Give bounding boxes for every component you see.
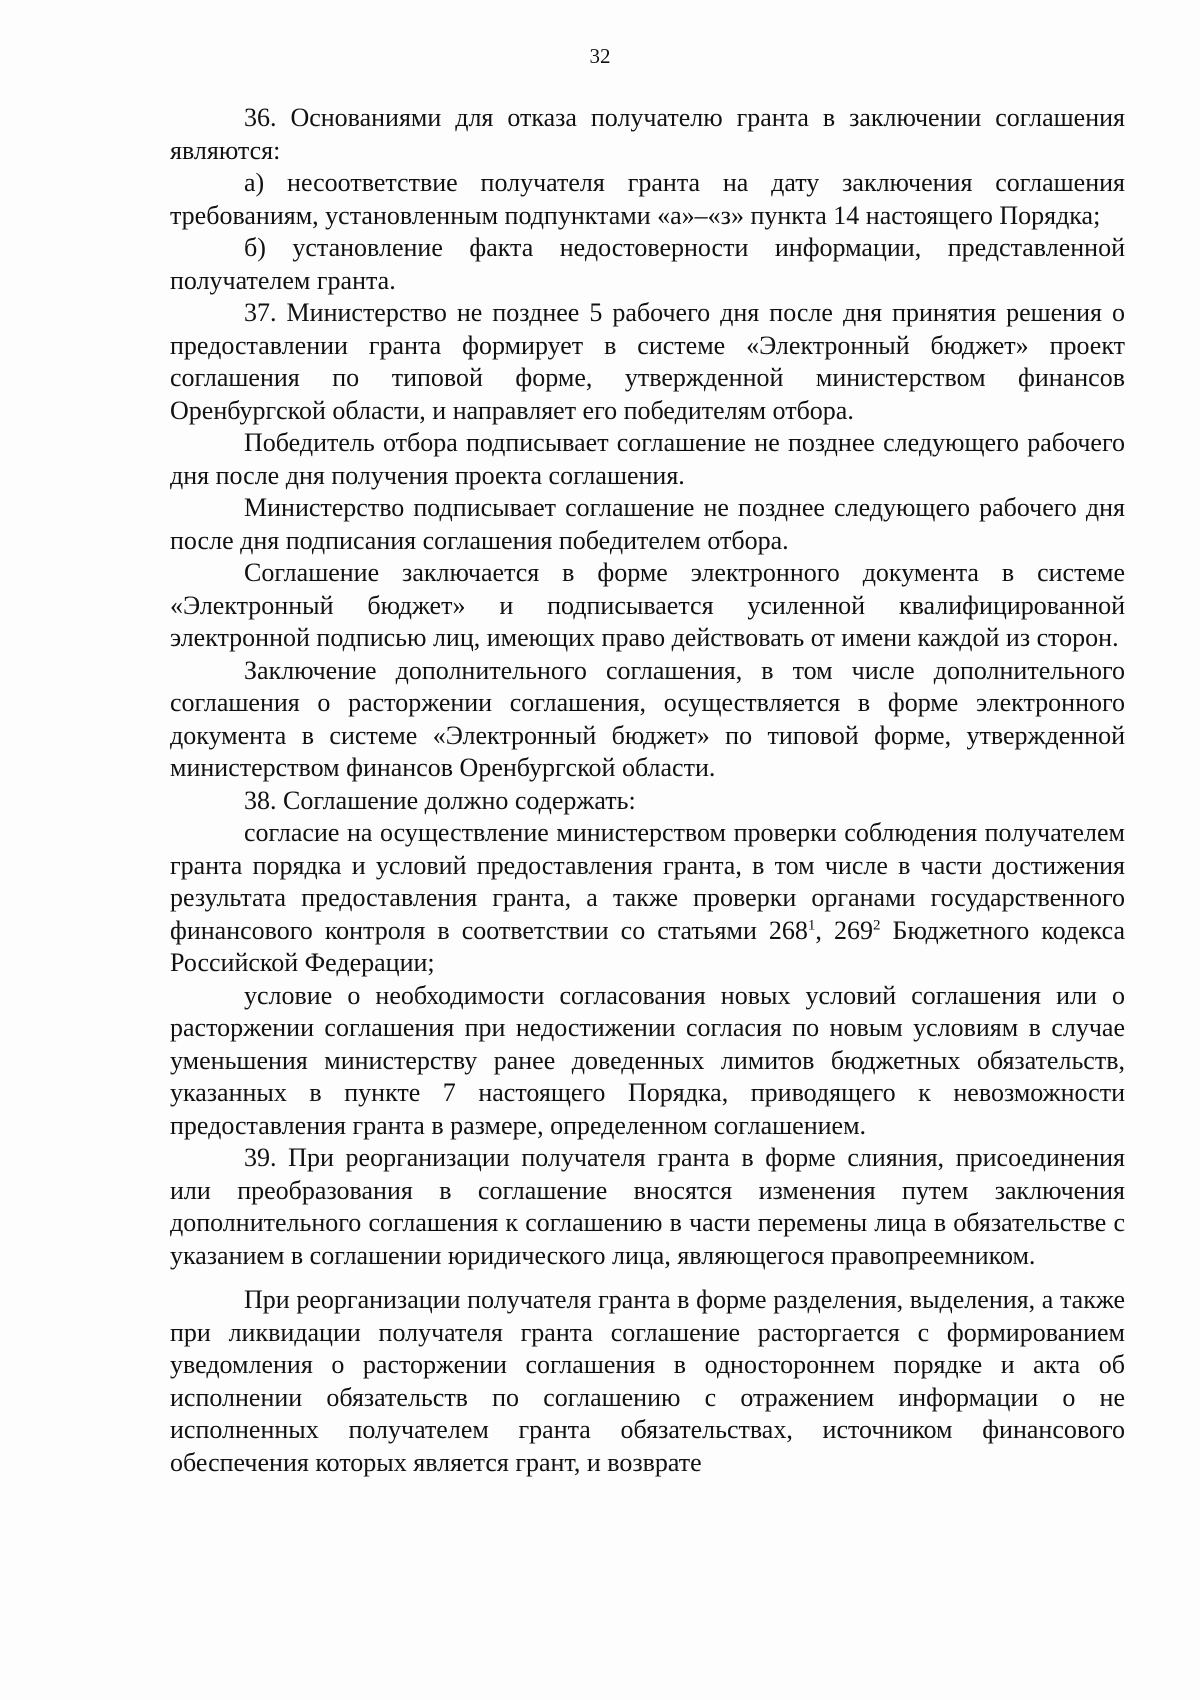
paragraph-37: 37. Министерство не позднее 5 рабочего дня после дня принятия решения о предоставлении гранта формирует в системе «Электронный бюджет» проект соглашения по типовой форме, утвержденной министерством финансов Оренбургской области, и направляет его победителям отбора. [170,298,1125,425]
paragraph-36-a: а) несоответствие получателя гранта на дату заключения соглашения требованиям, установленным подпунктами «а»–«з» пункта 14 настоящего Порядка; [170,168,1125,230]
paragraph-38-intro: 38. Соглашение должно содержать: [244,785,636,815]
paragraph-37-ministry-signs: Министерство подписывает соглашение не позднее следующего рабочего дня после дня подписания соглашения победителем отбора. [170,493,1125,555]
page-number: 32 [589,44,611,68]
paragraph-39: 39. При реорганизации получателя гранта в форме слияния, присоединения или преобразования в соглашение вносятся изменения путем заключения дополнительного соглашения к соглашению в части перемены лица в обязательстве с указанием в соглашении юридического лица, являющегося правопреемником. [170,1143,1125,1270]
consent-text: согласие на осуществление министерством проверки соблюдения получателем гранта порядка и условий предоставления гранта, в том числе в части достижения результата предоставления гранта, а также проверки органами государственного финансового контроля в соответствии со статьями 268 [170,818,1125,945]
paragraph-39-reorganization: При реорганизации получателя гранта в форме разделения, выделения, а также при ликвидации получателя гранта соглашение расторгается с формированием уведомления о расторжении соглашения в одностороннем порядке и акта об исполнении обязательств по соглашению с отражением информации о не исполненных получателем гранта обязательствах, источником финансового обеспечения которых является грант, и возврате [170,1285,1125,1477]
superscript-2: 2 [872,916,881,933]
consent-text-end: Бюджетного кодекса Российской Федерации; [170,915,1125,977]
paragraph-38-condition: условие о необходимости согласования новых условий соглашения или о расторжении соглашения при недостижении согласия по новым условиям в случае уменьшения министерству ранее доведенных лимитов бюджетных обязательств, указанных в пункте 7 настоящего Порядка, приводящего к невозможности предоставления гранта в размере, определенном соглашением. [170,980,1125,1140]
superscript-1: 1 [807,916,816,933]
paragraph-37-additional-agreement: Заключение дополнительного соглашения, в том числе дополнительного соглашения о расторжении соглашения, осуществляется в форме электронного документа в системе «Электронный бюджет» по типовой форме, утвержденной министерством финансов Оренбургской области. [170,655,1125,782]
paragraph-38-consent [170,817,1125,980]
consent-text-middle: , 269 [815,915,873,945]
document-body [170,102,1125,1479]
paragraph-37-electronic-form: Соглашение заключается в форме электронного документа в системе «Электронный бюджет» и подписывается усиленной квалифицированной электронной подписью лиц, имеющих право действовать от имени каждой из сторон. [170,558,1125,652]
paragraph-36-intro: 36. Основаниями для отказа получателю гранта в заключении соглашения являются: [170,103,1125,165]
paragraph-37-winner-signs: Победитель отбора подписывает соглашение не позднее следующего рабочего дня после дня получения проекта соглашения. [170,428,1125,490]
paragraph-36-b: б) установление факта недостоверности информации, представленной получателем гранта. [170,233,1125,295]
